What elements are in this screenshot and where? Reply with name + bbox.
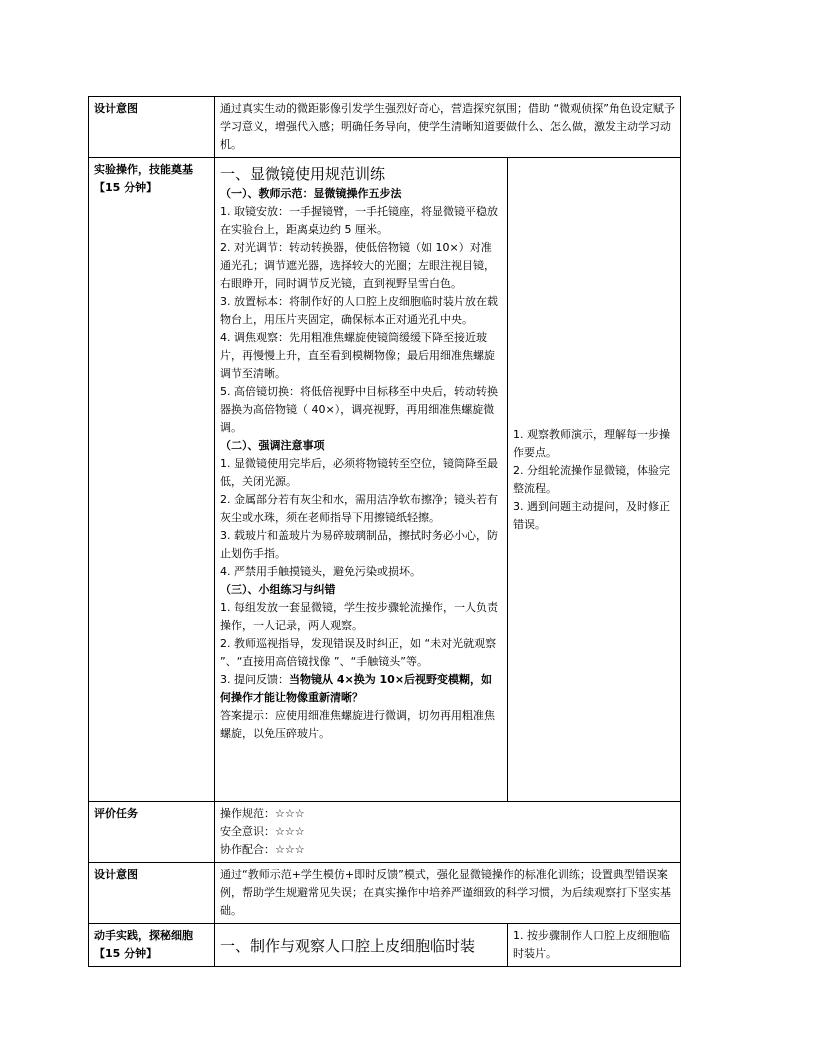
row-label-design-intent: 设计意图 xyxy=(89,863,215,924)
evaluation-item: 协作配合：☆☆☆ xyxy=(220,843,305,856)
precaution-item: 2. 金属部分若有灰尘和水，需用洁净软布擦净；镜头若有灰尘或水珠，须在老师指导下用擦镜纸轻擦。 xyxy=(220,493,498,524)
row-label-design-intent: 设计意图 xyxy=(89,97,215,158)
teacher-activity-cell xyxy=(215,158,508,802)
evaluation-cell xyxy=(215,802,681,863)
row-label-handson: 动手实践，探秘细胞【15 分钟】 xyxy=(89,924,215,967)
handson-row xyxy=(89,924,681,967)
step-item: 3. 放置标本：将制作好的人口腔上皮细胞临时装片放在载物台上，用压片夹固定，确保标本正对通光孔中央。 xyxy=(220,295,498,326)
design-intent-text: 通过真实生动的微距影像引发学生强烈好奇心，营造探究氛围；借助 “微观侦探”角色设定赋予学习意义，增强代入感；明确任务导向，使学生清晰知道要做什么、怎么做，激发主动学习动机。 xyxy=(215,97,681,158)
section-title-cheek-cell: 一、制作与观察人口腔上皮细胞临时装 xyxy=(220,937,476,955)
subsection-title-precautions: （二）、强调注意事项 xyxy=(220,439,325,452)
question-text: 当物镜从 4×换为 10×后视野变模糊，如何操作才能让物像重新清晰？ xyxy=(220,673,493,704)
student-activity-cell xyxy=(508,158,681,802)
experiment-row xyxy=(89,158,681,802)
student-item: 2. 分组轮流操作显微镜，体验完整流程。 xyxy=(513,463,670,495)
step-item: 2. 对光调节：转动转换器，使低倍物镜（如 10×）对准通光孔；调节遮光器，选择较大的光圈；左眼注视目镜，右眼睁开，同时调节反光镜，直到视野呈雪白色。 xyxy=(220,241,495,290)
subsection-title-group-practice: （三）、小组练习与纠错 xyxy=(220,583,336,596)
handson-teacher-cell xyxy=(215,924,508,967)
answer-hint: 答案提示：应使用细准焦螺旋进行微调，切勿再用粗准焦螺旋，以免压碎玻片。 xyxy=(220,709,495,740)
row-label-experiment: 实验操作，技能奠基【15 分钟】 xyxy=(89,158,215,802)
step-item: 4. 调焦观察：先用粗准焦螺旋使镜筒缓缓下降至接近玻片，再慢慢上升，直至看到模糊物像；最后用细准焦螺旋调节至清晰。 xyxy=(220,331,495,380)
design-intent-row-2 xyxy=(89,863,681,924)
row-label-evaluation: 评价任务 xyxy=(89,802,215,863)
handson-student-cell: 1. 按步骤制作人口腔上皮细胞临时装片。 xyxy=(508,924,681,967)
practice-question xyxy=(220,671,502,707)
lesson-plan-table xyxy=(88,96,681,967)
precaution-item: 3. 载玻片和盖玻片为易碎玻璃制品，擦拭时务必小心，防止划伤手指。 xyxy=(220,529,498,560)
evaluation-item: 操作规范：☆☆☆ xyxy=(220,807,305,820)
evaluation-item: 安全意识：☆☆☆ xyxy=(220,825,305,838)
design-intent-row-1 xyxy=(89,97,681,158)
subsection-title-demo: （一）、教师示范：显微镜操作五步法 xyxy=(220,187,402,200)
step-item: 5. 高倍镜切换：将低倍视野中目标移至中央后，转动转换器换为高倍物镜（ 40×），调亮视野，再用细准焦螺旋微调。 xyxy=(220,385,498,434)
design-intent-text: 通过“教师示范+学生模仿+即时反馈”模式，强化显微镜操作的标准化训练；设置典型错误案例，帮助学生规避常见失误；在真实操作中培养严谨细致的科学习惯，为后续观察打下坚实基础。 xyxy=(215,863,681,924)
precaution-item: 4. 严禁用手触摸镜头，避免污染或损坏。 xyxy=(220,565,421,578)
practice-item: 2. 教师巡视指导，发现错误及时纠正，如 “未对光就观察 ”、“直接用高倍镜找像 ”、“手触镜头”等。 xyxy=(220,637,497,668)
precaution-item: 1. 显微镜使用完毕后，必须将物镜转至空位，镜筒降至最低，关闭光源。 xyxy=(220,457,498,488)
practice-item: 1. 每组发放一套显微镜，学生按步骤轮流操作，一人负责操作，一人记录，两人观察。 xyxy=(220,601,498,632)
student-item: 3. 遇到问题主动提问，及时修正错误。 xyxy=(513,499,670,531)
section-title-microscope-training: 一、显微镜使用规范训练 xyxy=(220,165,386,183)
question-prefix: 3. 提问反馈： xyxy=(220,673,289,686)
evaluation-row xyxy=(89,802,681,863)
step-item: 1. 取镜安放：一手握镜臂，一手托镜座，将显微镜平稳放在实验台上，距离桌边约 5 厘米。 xyxy=(220,205,498,236)
student-item: 1. 观察教师演示，理解每一步操作要点。 xyxy=(513,427,670,459)
